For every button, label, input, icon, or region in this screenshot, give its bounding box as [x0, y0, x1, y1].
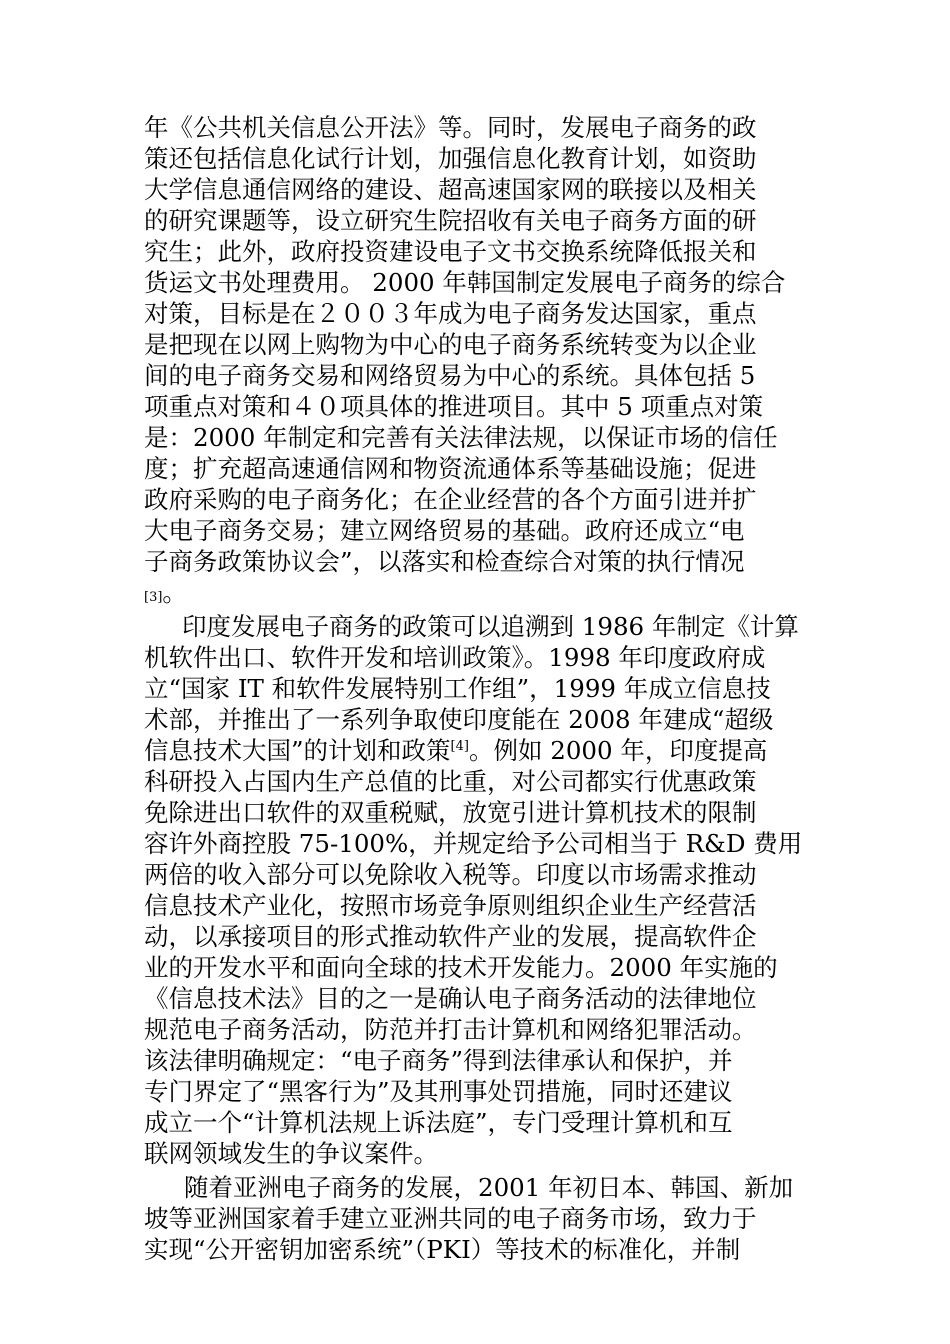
text-line: 业的开发水平和面向全球的技术开发能力。2000 年实施的: [144, 953, 778, 982]
paragraph-3: [144, 1172, 814, 1265]
text-line: 印度发展电子商务的政策可以追溯到 1986 年制定《计算: [182, 612, 799, 641]
text-line: 对策，目标是在２００３年成为电子商务发达国家，重点: [144, 299, 757, 328]
text-line: 《信息技术法》目的之一是确认电子商务活动的法律地位: [144, 984, 757, 1013]
text-line: 成立一个“计算机法规上诉法庭”，专门受理计算机和互: [144, 1108, 733, 1137]
text-line: 联网领域发生的争议案件。: [144, 1139, 438, 1168]
citation-reference: [4]: [450, 738, 469, 754]
text-fragment: 信息技术大国”的计划和政策: [144, 736, 451, 765]
text-line: 大电子商务交易；建立网络贸易的基础。政府还成立“电: [144, 516, 745, 545]
text-line: 大学信息通信网络的建设、超高速国家网的联接以及相关: [144, 175, 757, 204]
document-body: [144, 112, 814, 1265]
text-line: 动，以承接项目的形式推动软件产业的发展，提高软件企: [144, 922, 757, 951]
text-line: 度；扩充超高速通信网和物资流通体系等基础设施；促进: [144, 454, 757, 483]
text-line: 专门界定了“黑客行为”及其刑事处罚措施，同时还建议: [144, 1077, 733, 1106]
text-line: 免除进出口软件的双重税赋，放宽引进计算机技术的限制: [144, 798, 757, 827]
text-line: 是：2000 年制定和完善有关法律法规，以保证市场的信任: [144, 423, 778, 452]
text-line: 子商务政策协议会”，以落实和检查综合对策的执行情况: [144, 547, 745, 576]
paragraph-1: [144, 112, 814, 608]
text-line: 规范电子商务活动，防范并打击计算机和网络犯罪活动。: [144, 1015, 757, 1044]
text-line: 信息技术产业化，按照市场竞争原则组织企业生产经营活: [144, 891, 757, 920]
text-line: 容许外商控股 75-100%，并规定给予公司相当于 R&D 费用: [144, 829, 803, 858]
text-line: 科研投入占国内生产总值的比重，对公司都实行优惠政策: [144, 767, 757, 796]
text-line: 策还包括信息化试行计划，加强信息化教育计划，如资助: [144, 144, 757, 173]
text-fragment: 。例如 2000 年，印度提高: [468, 736, 768, 765]
text-line: 立“国家 IT 和软件发展特别工作组”，1999 年成立信息技: [144, 674, 771, 703]
text-line: 机软件出口、软件开发和培训政策》。1998 年印度政府成: [144, 643, 766, 672]
text-line: 该法律明确规定：“电子商务”得到法律承认和保护，并: [144, 1046, 733, 1075]
text-line: 术部，并推出了一系列争取使印度能在 2008 年建成“超级: [144, 705, 774, 734]
text-line: 政府采购的电子商务化；在企业经营的各个方面引进并扩: [144, 485, 757, 514]
text-line: 年《公共机关信息公开法》等。同时，发展电子商务的政: [144, 113, 757, 142]
text-line: 随着亚洲电子商务的发展，2001 年初日本、韩国、新加: [184, 1173, 794, 1202]
text-line: 间的电子商务交易和网络贸易为中心的系统。具体包括 5: [144, 361, 756, 390]
text-line: 实现“公开密钥加密系统”（PKI）等技术的标准化，并制: [144, 1235, 741, 1264]
text-fragment: 。: [162, 578, 187, 607]
paragraph-2: [144, 611, 814, 1169]
text-line: 货运文书处理费用。 2000 年韩国制定发展电子商务的综合: [144, 268, 786, 297]
text-line: 究生；此外，政府投资建设电子文书交换系统降低报关和: [144, 237, 757, 266]
text-line: 两倍的收入部分可以免除收入税等。印度以市场需求推动: [144, 860, 757, 889]
text-line-with-citation: [144, 735, 814, 766]
text-line: 是把现在以网上购物为中心的电子商务系统转变为以企业: [144, 330, 757, 359]
text-line: 项重点对策和４０项具体的推进项目。其中 5 项重点对策: [144, 392, 764, 421]
text-line: 坡等亚洲国家着手建立亚洲共同的电子商务市场，致力于: [144, 1204, 757, 1233]
citation-reference: [3]: [144, 590, 163, 605]
text-line-reference: [144, 577, 814, 608]
text-line: 的研究课题等，设立研究生院招收有关电子商务方面的研: [144, 206, 757, 235]
